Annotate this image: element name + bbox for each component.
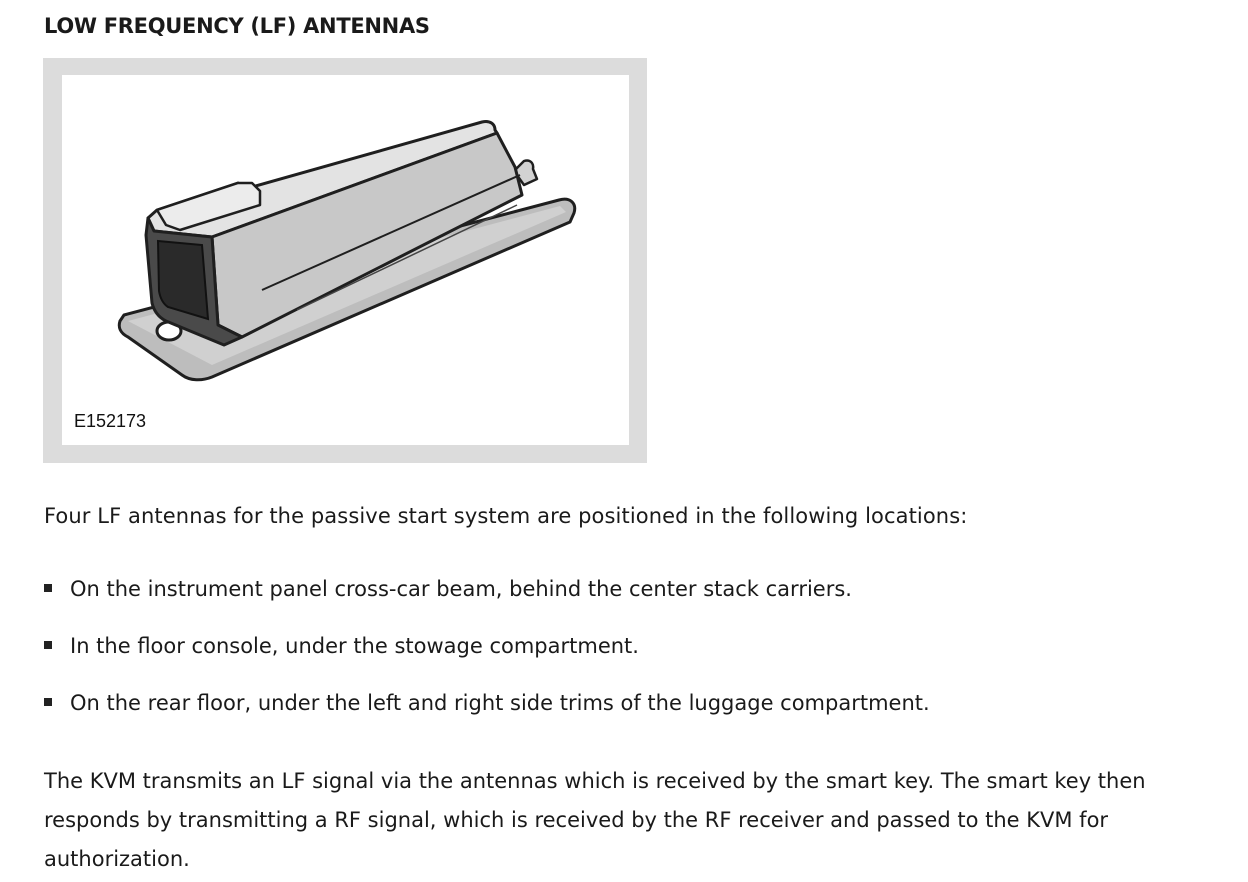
section-heading: LOW FREQUENCY (LF) ANTENNAS: [44, 14, 430, 38]
bullet-square-icon: [44, 584, 52, 592]
lf-antenna-illustration: [62, 75, 629, 445]
figure-panel: [62, 75, 629, 445]
bullet-square-icon: [44, 641, 52, 649]
list-item-text: In the floor console, under the stowage compartment.: [70, 634, 639, 658]
intro-text: Four LF antennas for the passive start system are positioned in the following locations:: [44, 504, 968, 528]
list-item-text: On the instrument panel cross-car beam, behind the center stack carriers.: [70, 577, 852, 601]
list-item-text: On the rear floor, under the left and right side trims of the luggage compartment.: [70, 691, 930, 715]
figure-code: E152173: [74, 411, 147, 431]
description-paragraph: The KVM transmits an LF signal via the antennas which is received by the smart key. The smart key then responds by transmitting a RF signal, which is received by the RF receiver and passed to the KVM for authorization.: [44, 769, 1146, 871]
bullet-square-icon: [44, 698, 52, 706]
figure-frame: [43, 58, 647, 463]
